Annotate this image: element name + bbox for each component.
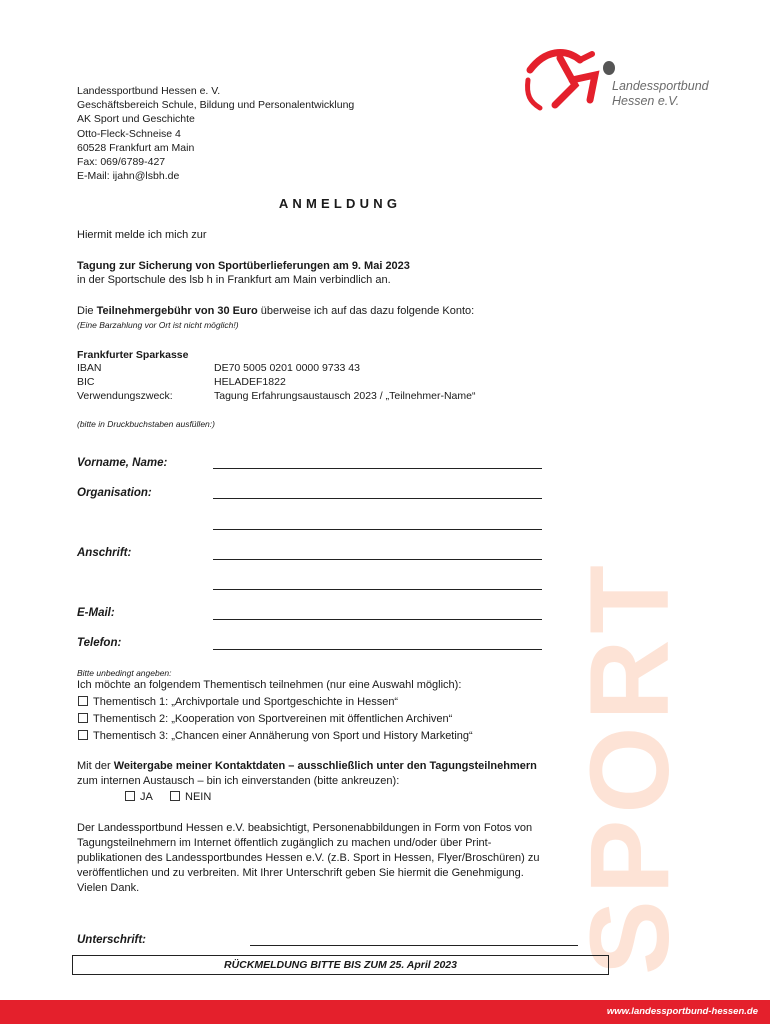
bank-name: Frankfurter Sparkasse: [77, 349, 189, 361]
organisation-field[interactable]: [213, 498, 542, 499]
topics-note: Bitte unbedingt angeben:: [77, 668, 172, 678]
photo-notice-line: publikationen des Landessportbundes Hessen e.V. (z.B. Sport in Hessen, Flyer/Broschüren) zu: [77, 852, 540, 864]
fee-text: [77, 305, 474, 317]
sender-line: Geschäftsbereich Schule, Bildung und Personalentwicklung: [77, 99, 355, 112]
fee-prefix: Die: [77, 305, 97, 317]
checkbox[interactable]: [78, 696, 88, 706]
photo-notice-line: Der Landessportbund Hessen e.V. beabsichtigt, Personenabbildungen in Form von Fotos von: [77, 822, 533, 834]
consent-prefix: Mit der: [77, 760, 114, 772]
consent-bold: Weitergabe meiner Kontaktdaten – ausschließlich unter den Tagungsteilnehmern: [113, 760, 537, 772]
purpose-value: Tagung Erfahrungsaustausch 2023 / „Teilnehmer-Name“: [214, 390, 476, 402]
intro-text: Hiermit melde ich mich zur: [77, 229, 207, 241]
sender-address: [77, 84, 354, 183]
sender-line: 60528 Frankfurt am Main: [77, 141, 195, 154]
sport-watermark-text: SPORT: [567, 559, 692, 975]
consent-no-option[interactable]: [170, 791, 211, 803]
fee-suffix: überweise ich auf das dazu folgende Konto:: [257, 305, 475, 317]
phone-label: Telefon:: [77, 637, 122, 649]
topic-option-label: Thementisch 2: „Kooperation von Sportvereinen mit öffentlichen Archiven“: [93, 713, 453, 725]
name-field[interactable]: [213, 468, 542, 469]
footer-bar: [0, 1000, 770, 1024]
logo-line-2: Hessen e.V.: [612, 94, 680, 108]
email-field[interactable]: [213, 619, 542, 620]
address-field-2[interactable]: [213, 589, 542, 590]
footer-url[interactable]: www.landessportbund-hessen.de: [606, 1006, 758, 1017]
iban-label: IBAN: [77, 362, 102, 374]
name-label: Vorname, Name:: [77, 457, 168, 469]
checkbox[interactable]: [78, 730, 88, 740]
purpose-label: Verwendungszweck:: [77, 390, 173, 402]
photo-notice-line: Tagungsteilnehmern im Internet öffentlich zugänglich zu machen und/oder über Print-: [77, 837, 492, 849]
event-title: Tagung zur Sicherung von Sportüberlieferungen am 9. Mai 2023: [77, 260, 410, 272]
sender-line: Landessportbund Hessen e. V.: [77, 85, 221, 97]
consent-yes-label: JA: [140, 791, 153, 803]
signature-field[interactable]: [250, 945, 578, 946]
topics-intro: Ich möchte an folgendem Thementisch teilnehmen (nur eine Auswahl möglich):: [77, 679, 462, 691]
consent-text: [77, 760, 537, 772]
topic-option-1[interactable]: [78, 696, 398, 708]
sport-watermark: [567, 420, 692, 980]
sender-line: Otto-Fleck-Schneise 4: [77, 127, 181, 140]
fee-amount: Teilnehmergebühr von 30 Euro: [96, 305, 258, 317]
logo-wordmark: [612, 79, 709, 109]
consent-no-label: NEIN: [185, 791, 212, 803]
phone-field[interactable]: [213, 649, 542, 650]
bic-label: BIC: [77, 376, 95, 388]
topic-option-label: Thementisch 3: „Chancen einer Annäherung von Sport und History Marketing“: [93, 730, 473, 742]
topic-option-2[interactable]: [78, 713, 452, 725]
page-title: ANMELDUNG: [278, 196, 402, 211]
deadline-box: RÜCKMELDUNG BITTE BIS ZUM 25. April 2023: [72, 955, 609, 975]
event-binding: in der Sportschule des lsb h in Frankfurt am Main verbindlich an.: [77, 274, 391, 286]
sender-line: Fax: 069/6789-427: [77, 156, 166, 169]
topic-option-label: Thementisch 1: „Archivportale und Sportgeschichte in Hessen“: [93, 696, 399, 708]
consent-line-2: zum internen Austausch – bin ich einverstanden (bitte ankreuzen):: [77, 775, 400, 787]
logo-line-1: Landessportbund: [612, 79, 709, 93]
organisation-label: Organisation:: [77, 487, 152, 499]
address-label: Anschrift:: [77, 547, 132, 559]
sender-line: AK Sport und Geschichte: [77, 113, 195, 126]
block-letters-note: (bitte in Druckbuchstaben ausfüllen:): [77, 419, 215, 429]
checkbox[interactable]: [170, 791, 180, 801]
email-label: E-Mail:: [77, 607, 115, 619]
signature-label: Unterschrift:: [77, 934, 147, 946]
topic-option-3[interactable]: [78, 730, 473, 742]
iban-value: DE70 5005 0201 0000 9733 43: [214, 362, 360, 374]
bic-value: HELADEF1822: [214, 376, 286, 388]
checkbox[interactable]: [78, 713, 88, 723]
consent-yes-option[interactable]: [125, 791, 153, 803]
photo-notice-line: veröffentlichen und zu verbreiten. Mit Ihrer Unterschrift geben Sie hiermit die Genehmigung.: [77, 867, 524, 879]
photo-notice-line: Vielen Dank.: [77, 882, 140, 894]
checkbox[interactable]: [125, 791, 135, 801]
sender-email: E-Mail: ijahn@lsbh.de: [77, 170, 180, 183]
organisation-field-2[interactable]: [213, 529, 542, 530]
address-field[interactable]: [213, 559, 542, 560]
fee-note: (Eine Barzahlung vor Ort ist nicht möglich!): [77, 320, 239, 330]
